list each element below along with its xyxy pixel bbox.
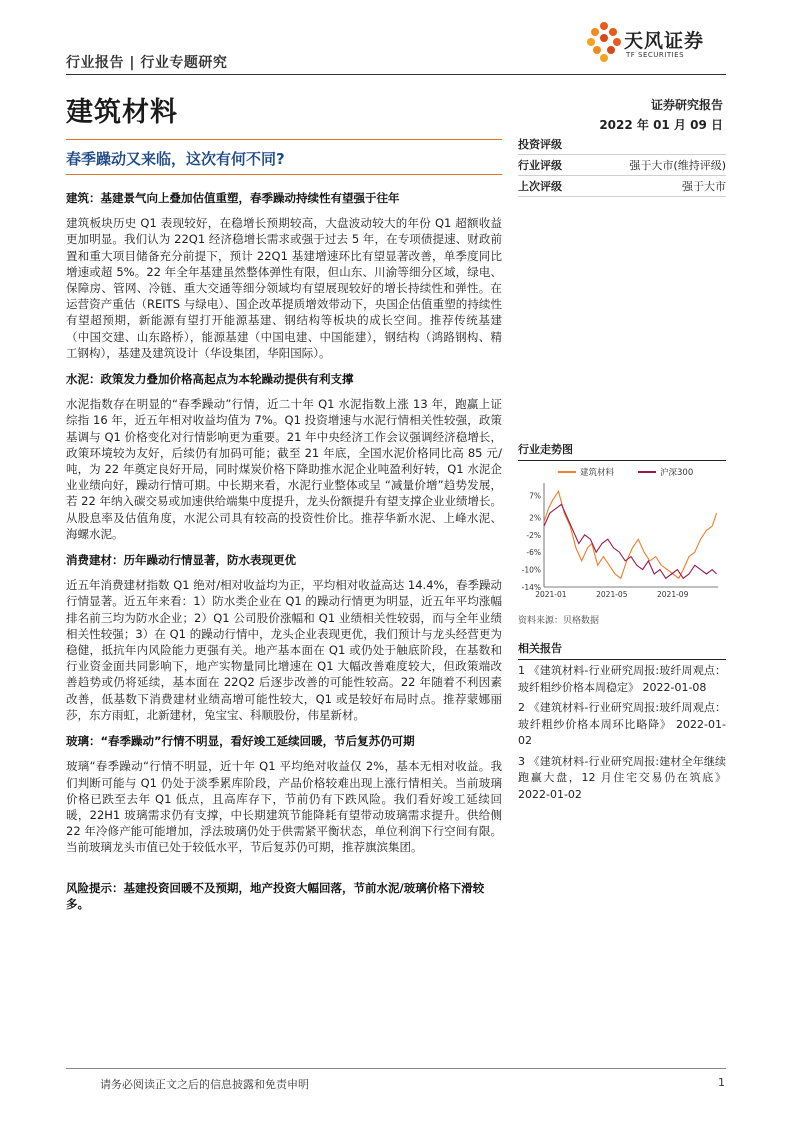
- legend-label: 建筑材料: [580, 468, 615, 478]
- page-title: 建筑材料: [66, 97, 178, 128]
- report-category: 行业报告 | 行业专题研究: [66, 55, 228, 71]
- related-reports-title: 相关报告: [518, 642, 562, 655]
- section-glass: [66, 733, 502, 855]
- x-tick-label: 2021-01: [535, 590, 567, 599]
- related-report-link[interactable]: 3 《建筑材料-行业研究周报:建材全年继续跑赢大盘，12 月住宅交易仍在筑底》 2022-01-02: [518, 754, 726, 801]
- report-type: 证券研究报告: [650, 98, 723, 112]
- main-content: [66, 190, 502, 921]
- x-tick-label: 2021-05: [596, 590, 628, 599]
- rating-label: 投资评级: [518, 138, 562, 151]
- footer-divider: [66, 1068, 726, 1069]
- rating-label: 行业评级: [518, 159, 562, 172]
- chart-source: 资料来源：贝格数据: [518, 616, 600, 626]
- rating-row: [518, 155, 726, 176]
- subtitle-divider: [66, 174, 502, 175]
- rating-row: [518, 134, 726, 155]
- section-heading: 消费建材：历年躁动行情显著，防水表现更优: [66, 553, 296, 568]
- trend-chart: [518, 463, 726, 603]
- section-body: 建筑板块历史 Q1 表现较好，在稳增长预期较高，大盘波动较大的年份 Q1 超额收益更加明显。我们认为 22Q1 经济稳增长需求或强于过去 5 年，在专项债提速、财政前置和重大项目储备充分前提下，预计 22Q1 基建增速环比有望显著改善，单季度同比增速或超 5%。22 年全年基建虽然整体弹性有限，但山东、川渝等细分区域，绿电、保障房、管网、冷链、重大交通等细分领域均有望展现较好的增长持续性和弹性。在运营资产重估（REITS 与绿电）、国企改革提质增效带动下，央国企估值重塑的持续性有望超预期，新能源有望打开能源基建、钢结构等板块的成长空间。推荐传统基建（中国交建、山东路桥），能源基建（中国电建、中国能建），钢结构（鸿路钢构、精工钢构），基建及建筑设计（华设集团，华阳国际）。: [66, 216, 502, 360]
- section-heading: 建筑：基建景气向上叠加估值重塑，春季躁动持续性有望强于往年: [66, 191, 400, 205]
- y-tick-label: 7%: [529, 491, 541, 501]
- rating-value: 强于大市: [682, 180, 726, 193]
- related-divider: [518, 659, 726, 660]
- legend-label: 沪深300: [660, 468, 694, 478]
- section-cement: [66, 371, 502, 542]
- related-report-link[interactable]: 1 《建筑材料-行业研究周报:玻纤周观点：玻纤粗纱价格本周稳定》 2022-01-08: [518, 664, 726, 694]
- rating-row: [518, 176, 726, 197]
- trend-chart-title: 行业走势图: [518, 443, 573, 456]
- section-body: 水泥指数存在明显的“春季躁动”行情，近二十年 Q1 水泥指数上涨 13 年，跑赢上证综指 16 年，近五年相对收益均值为 7%。Q1 投资增速与水泥行情相关性较强，政策基调与 Q1 价格变化对行情影响更为重要。21 年中央经济工作会议强调经济稳增长，政策环境较为友好，后续仍有加码可能；截至 21 年底，全国水泥价格同比高 85 元/吨，为 22 年奠定良好开局，同时煤炭价格下降助推水泥企业吨盈利好转，Q1 水泥企业业绩向好，躁动行情可期。中长期来看，水泥行业整体或呈 “减量价增”趋势发展，若 22 年纳入碳交易或加速供给端集中度提升，龙头份额提升有望支撑企业业绩增长。从股息率及估值角度，水泥公司具有较高的投资性价比。推荐华新水泥、上峰水泥、海螺水泥。: [66, 397, 502, 541]
- y-tick-label: -6%: [526, 548, 541, 558]
- sidebar: [518, 134, 726, 807]
- series-line: [544, 504, 717, 578]
- section-heading: 水泥：政策发力叠加价格高起点为本轮躁动提供有利支撑: [66, 372, 354, 387]
- rating-value: 强于大市(维持评级): [629, 159, 726, 172]
- rating-label: 上次评级: [518, 180, 562, 193]
- logo-text-cn: 天风证券: [624, 30, 705, 52]
- footer-disclaimer: 请务必阅读正文之后的信息披露和免责申明: [100, 1078, 309, 1091]
- tf-securities-logo: [586, 20, 736, 66]
- section-consumer-materials: [66, 552, 502, 723]
- related-report-link[interactable]: 2 《建筑材料-行业研究周报:玻纤周观点：玻纤粗纱价格本周环比略降》 2022-01-02: [518, 701, 726, 747]
- report-subtitle: 春季躁动又来临，这次有何不同?: [66, 150, 285, 168]
- title-divider: [66, 139, 502, 140]
- series-line: [544, 491, 717, 578]
- section-body: 玻璃“春季躁动“行情不明显，近十年 Q1 平均绝对收益仅 2%，基本无相对收益。我们判断可能与 Q1 仍处于淡季累库阶段，产品价格较难出现上涨行情相关。当前玻璃价格已跌至去年 Q1 低点，且高库存下，节前仍有下跌风险。我们看好竣工延续回暖，22H1 玻璃需求仍有支撑，中长期建筑节能降耗有望带动玻璃需求提升。供给侧 22 年冷修产能可能增加，浮法玻璃仍处于供需紧平衡状态，单位利润下行空间有限。当前玻璃龙头市值已处于较低水平，节后复苏仍可期，推荐旗滨集团。: [66, 759, 502, 855]
- section-construction: [66, 190, 502, 361]
- logo-mark-icon: [586, 20, 622, 64]
- y-tick-label: -2%: [526, 530, 541, 540]
- y-tick-label: -14%: [521, 583, 541, 592]
- risk-warning: 风险提示：基建投资回暖不及预期，地产投资大幅回落，节前水泥/玻璃价格下滑较多。: [66, 880, 485, 911]
- trend-chart-divider: [518, 460, 726, 461]
- logo-text-en: TF SECURITIES: [626, 51, 685, 59]
- section-heading: 玻璃：“春季躁动”行情不明显，看好竣工延续回暖，节后复苏仍可期: [66, 734, 415, 749]
- x-tick-label: 2021-09: [657, 590, 689, 599]
- header-divider: [66, 74, 726, 75]
- y-tick-label: 2%: [529, 513, 541, 523]
- page-number: 1: [718, 1076, 725, 1089]
- section-body: 近五年消费建材指数 Q1 绝对/相对收益均为正，平均相对收益高达 14.4%，春季躁动行情显著。近五年来看：1）防水类企业在 Q1 的躁动行情更为明显，近五年平均涨幅排名前三均为防水企业；2）Q1 公司股价涨幅和 Q1 业绩相关性较弱，而与全年业绩相关性较强；3）在 Q1 的躁动行情中，龙头企业表现更优，我们预计与龙头经营更为稳健，抵抗年内风险能力更强有关。地产基本面在 Q1 或仍处于触底阶段，在基数和行业资金面共同影响下，地产实物量同比增速在 Q1 大幅改善难度较大，但政策端改善趋势或仍将延续，基本面在 22Q2 后逐步改善的可能性较高。22 年随着不利因素改善，低基数下消费建材业绩高增可能性较大，Q1 或是较好布局时点。推荐蒙娜丽莎，东方雨虹，北新建材，兔宝宝、科顺股份，伟星新材。: [66, 578, 502, 722]
- y-tick-label: -10%: [521, 565, 541, 575]
- report-date: 2022 年 01 月 09 日: [599, 118, 723, 132]
